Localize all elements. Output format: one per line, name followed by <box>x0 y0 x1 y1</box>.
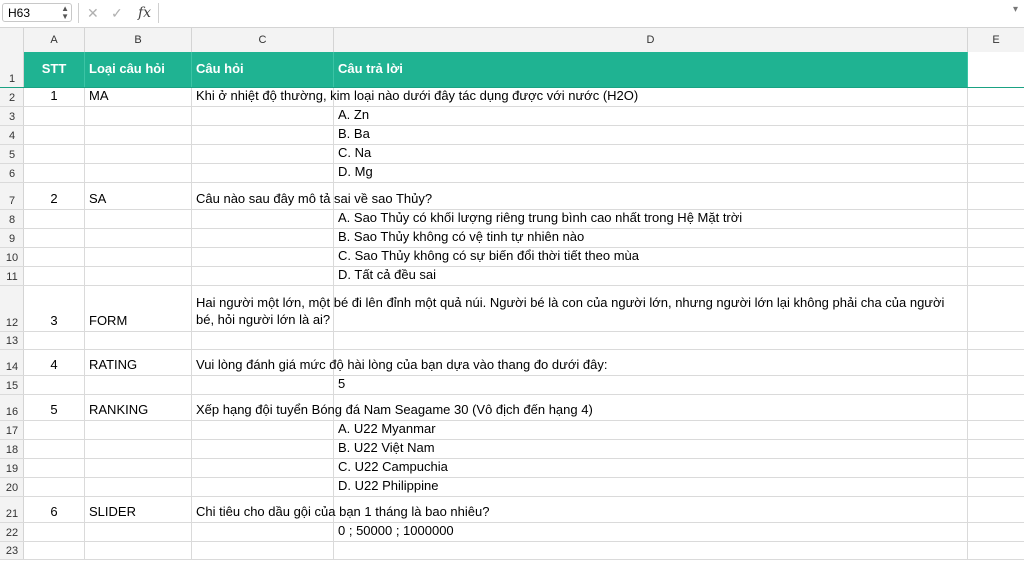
table-row <box>0 229 1024 248</box>
column-header-row <box>0 28 1024 53</box>
cell-E2[interactable] <box>968 88 1024 106</box>
row-number[interactable] <box>0 478 24 496</box>
cell-text: SLIDER <box>89 504 136 519</box>
table-row <box>0 395 1024 421</box>
column-header-c[interactable]: C <box>192 28 334 52</box>
cell-E12[interactable] <box>968 286 1024 331</box>
table-row <box>0 267 1024 286</box>
row-number-label: 21 <box>5 508 19 520</box>
table-row <box>0 542 1024 560</box>
cell-D17[interactable] <box>334 421 968 439</box>
cell-D6[interactable] <box>334 164 968 182</box>
cell-D15[interactable] <box>334 376 968 394</box>
cell-text: 4 <box>50 357 58 372</box>
cell-D13[interactable] <box>334 332 968 349</box>
cell-C18[interactable] <box>192 440 334 458</box>
cell-C13[interactable] <box>192 332 334 349</box>
cell-B7[interactable] <box>85 183 192 209</box>
cell-E6[interactable] <box>968 164 1024 182</box>
cell-C5[interactable] <box>192 145 334 163</box>
cell-text: B. U22 Việt Nam <box>338 440 435 455</box>
cell-E18[interactable] <box>968 440 1024 458</box>
table-row <box>0 183 1024 210</box>
divider <box>158 3 159 23</box>
cell-C10[interactable] <box>192 248 334 266</box>
cell-E15[interactable] <box>968 376 1024 394</box>
cell-text: 1 <box>50 88 58 103</box>
cell-A15[interactable] <box>24 376 85 394</box>
cell-C9[interactable] <box>192 229 334 247</box>
cell-E4[interactable] <box>968 126 1024 144</box>
cell-C17[interactable] <box>192 421 334 439</box>
cell-B16[interactable] <box>85 395 192 420</box>
row-number-label: 5 <box>8 149 16 161</box>
cell-text: 0 ; 50000 ; 1000000 <box>338 523 454 538</box>
cell-A16[interactable] <box>24 395 85 420</box>
cell-D19[interactable] <box>334 459 968 477</box>
row-number[interactable] <box>0 459 24 477</box>
cell-E17[interactable] <box>968 421 1024 439</box>
divider <box>78 3 79 23</box>
cell-B1[interactable] <box>85 52 192 87</box>
cell-text: RATING <box>89 357 138 372</box>
cell-B6[interactable] <box>85 164 192 182</box>
cell-E21[interactable] <box>968 497 1024 522</box>
cell-C1[interactable] <box>192 52 334 87</box>
table-row <box>0 376 1024 395</box>
table-row <box>0 478 1024 497</box>
row-number-label: 3 <box>8 111 16 123</box>
table-row <box>0 126 1024 145</box>
cell-B21[interactable] <box>85 497 192 522</box>
cell-D1[interactable] <box>334 52 968 87</box>
row-number[interactable] <box>0 52 24 87</box>
row-number[interactable] <box>0 395 24 420</box>
cell-A12[interactable] <box>24 286 85 331</box>
cell-A9[interactable] <box>24 229 85 247</box>
cell-B23[interactable] <box>85 542 192 559</box>
cell-C3[interactable] <box>192 107 334 125</box>
cell-text: C. Sao Thủy không có sự biến đổi thời tiết theo mùa <box>338 248 639 263</box>
cell-A21[interactable] <box>24 497 85 522</box>
cell-C22[interactable] <box>192 523 334 541</box>
row-number[interactable] <box>0 497 24 522</box>
cell-D11[interactable] <box>334 267 968 285</box>
name-box-value: H63 <box>8 6 31 20</box>
row-number[interactable] <box>0 164 24 182</box>
cell-text: D. U22 Philippine <box>338 478 439 493</box>
cell-text: RANKING <box>89 402 149 417</box>
cell-D18[interactable] <box>334 440 968 458</box>
cell-B11[interactable] <box>85 267 192 285</box>
cell-text: STT <box>41 61 67 76</box>
cell-C8[interactable] <box>192 210 334 228</box>
cell-text: 5 <box>338 376 346 391</box>
cell-B5[interactable] <box>85 145 192 163</box>
row-number-label: 10 <box>5 252 19 264</box>
cell-A14[interactable] <box>24 350 85 375</box>
row-number-label: 13 <box>5 335 19 347</box>
cell-D8[interactable] <box>334 210 968 228</box>
cell-A10[interactable] <box>24 248 85 266</box>
cell-B3[interactable] <box>85 107 192 125</box>
cell-A17[interactable] <box>24 421 85 439</box>
cell-text: Loại câu hỏi <box>89 61 165 76</box>
row-number-label: 20 <box>5 482 19 494</box>
row-number[interactable] <box>0 210 24 228</box>
row-number-label: 4 <box>8 130 16 142</box>
cell-text: A. U22 Myanmar <box>338 421 436 436</box>
cell-C21[interactable] <box>192 497 490 522</box>
row-number-label: 19 <box>5 463 19 475</box>
cell-C12[interactable] <box>192 286 945 331</box>
cell-C7[interactable] <box>192 183 433 209</box>
cancel-icon[interactable]: ✕ <box>87 5 99 21</box>
cell-text: A. Sao Thủy có khối lượng riêng trung bình cao nhất trong Hệ Mặt trời <box>338 210 743 225</box>
table-row <box>0 107 1024 126</box>
row-number[interactable] <box>0 183 24 209</box>
cell-text: B. Ba <box>338 126 370 141</box>
row-number[interactable] <box>0 440 24 458</box>
cell-E8[interactable] <box>968 210 1024 228</box>
cell-text: MA <box>89 88 109 103</box>
cell-E10[interactable] <box>968 248 1024 266</box>
row-number[interactable] <box>0 229 24 247</box>
formula-input[interactable] <box>162 3 1006 25</box>
cell-E7[interactable] <box>968 183 1024 209</box>
cell-A2[interactable] <box>24 88 85 106</box>
cell-text: Câu nào sau đây mô tả sai về sao Thủy? <box>196 191 433 206</box>
row-number[interactable] <box>0 421 24 439</box>
table-row <box>0 459 1024 478</box>
column-header-b[interactable]: B <box>85 28 192 52</box>
cell-C6[interactable] <box>192 164 334 182</box>
row-number[interactable] <box>0 376 24 394</box>
cell-D23[interactable] <box>334 542 968 559</box>
cell-text: C. Na <box>338 145 372 160</box>
row-number-label: 14 <box>5 361 19 373</box>
confirm-icon[interactable]: ✓ <box>111 5 123 21</box>
cell-E3[interactable] <box>968 107 1024 125</box>
cell-E16[interactable] <box>968 395 1024 420</box>
row-number-label: 18 <box>5 444 19 456</box>
row-number[interactable] <box>0 145 24 163</box>
table-row <box>0 248 1024 267</box>
cell-text: 5 <box>50 402 58 417</box>
cell-A11[interactable] <box>24 267 85 285</box>
row-number-label: 23 <box>5 545 19 557</box>
cell-text: SA <box>89 191 107 206</box>
row-number-label: 22 <box>5 527 19 539</box>
cell-E23[interactable] <box>968 542 1024 559</box>
cell-B22[interactable] <box>85 523 192 541</box>
cell-text: Câu trả lời <box>338 61 403 76</box>
formula-bar <box>0 0 1024 28</box>
cell-C4[interactable] <box>192 126 334 144</box>
table-row <box>0 421 1024 440</box>
cell-D4[interactable] <box>334 126 968 144</box>
row-number[interactable] <box>0 523 24 541</box>
cell-text: D. Tất cả đều sai <box>338 267 437 282</box>
table-row <box>0 164 1024 183</box>
cell-C19[interactable] <box>192 459 334 477</box>
cell-D10[interactable] <box>334 248 968 266</box>
cell-D22[interactable] <box>334 523 968 541</box>
row-number[interactable] <box>0 107 24 125</box>
cell-D5[interactable] <box>334 145 968 163</box>
cell-A8[interactable] <box>24 210 85 228</box>
cell-A3[interactable] <box>24 107 85 125</box>
cell-text: Câu hỏi <box>196 61 244 76</box>
cell-B8[interactable] <box>85 210 192 228</box>
table-row <box>0 497 1024 523</box>
table-row <box>0 210 1024 229</box>
row-number-label: 8 <box>8 214 16 226</box>
row-number-label: 12 <box>5 317 19 329</box>
cell-text: Xếp hạng đội tuyển Bóng đá Nam Seagame 30 (Vô địch đến hạng 4) <box>196 402 593 417</box>
cell-A13[interactable] <box>24 332 85 349</box>
cell-C20[interactable] <box>192 478 334 496</box>
cell-D9[interactable] <box>334 229 968 247</box>
table-row <box>0 145 1024 164</box>
cell-E13[interactable] <box>968 332 1024 349</box>
cell-text: D. Mg <box>338 164 373 179</box>
table-row <box>0 332 1024 350</box>
cell-E9[interactable] <box>968 229 1024 247</box>
table-row <box>0 523 1024 542</box>
cell-B12[interactable] <box>85 286 192 331</box>
row-number-label: 11 <box>6 271 18 283</box>
cell-E22[interactable] <box>968 523 1024 541</box>
row-number[interactable] <box>0 126 24 144</box>
row-number-label: 1 <box>8 73 16 85</box>
cell-B2[interactable] <box>85 88 192 106</box>
cell-text: A. Zn <box>338 107 370 122</box>
row-number-label: 17 <box>5 425 19 437</box>
cell-C15[interactable] <box>192 376 334 394</box>
cell-text: Hai người một lớn, một bé đi lên đỉnh một quả núi. Người bé là con của người lớn, nhưng người lớn lại không phải cha của người bé, hỏi người lớn là ai? <box>196 295 945 327</box>
cell-A4[interactable] <box>24 126 85 144</box>
cell-A19[interactable] <box>24 459 85 477</box>
function-icon[interactable]: fx <box>138 5 152 21</box>
cell-B17[interactable] <box>85 421 192 439</box>
cell-A23[interactable] <box>24 542 85 559</box>
cell-E14[interactable] <box>968 350 1024 375</box>
row-number-label: 9 <box>8 233 16 245</box>
cell-E20[interactable] <box>968 478 1024 496</box>
cell-A7[interactable] <box>24 183 85 209</box>
row-number-label: 15 <box>5 380 19 392</box>
row-number-label: 7 <box>8 195 16 207</box>
cell-B4[interactable] <box>85 126 192 144</box>
cell-text: 6 <box>50 504 58 519</box>
column-header-e[interactable]: E <box>992 34 1000 46</box>
cell-E1[interactable] <box>968 52 1024 87</box>
cell-text: FORM <box>89 313 128 328</box>
cell-C14[interactable] <box>192 350 608 375</box>
column-header-a[interactable]: A <box>24 28 85 52</box>
cell-E11[interactable] <box>968 267 1024 285</box>
cell-C23[interactable] <box>192 542 334 559</box>
name-box-spinner-icon[interactable]: ▲ ▼ <box>61 4 69 21</box>
header-row <box>0 52 1024 88</box>
cell-B18[interactable] <box>85 440 192 458</box>
row-number[interactable] <box>0 88 24 106</box>
row-number-label: 6 <box>8 168 16 180</box>
row-number[interactable] <box>0 267 24 285</box>
row-number-label: 16 <box>5 406 19 418</box>
cell-text: Chi tiêu cho dầu gội của bạn 1 tháng là bao nhiêu? <box>196 504 490 519</box>
cell-B19[interactable] <box>85 459 192 477</box>
cell-E19[interactable] <box>968 459 1024 477</box>
cell-text: C. U22 Campuchia <box>338 459 448 474</box>
cell-C16[interactable] <box>192 395 593 420</box>
row-number[interactable] <box>0 350 24 375</box>
cell-text: Vui lòng đánh giá mức độ hài lòng của bạn dựa vào thang đo dưới đây: <box>196 357 608 372</box>
cell-text: 3 <box>50 313 58 328</box>
cell-B13[interactable] <box>85 332 192 349</box>
cell-A6[interactable] <box>24 164 85 182</box>
cell-D3[interactable] <box>334 107 968 125</box>
cell-text: 2 <box>50 191 58 206</box>
cell-C2[interactable] <box>192 88 639 106</box>
row-number[interactable] <box>0 542 24 559</box>
cell-B20[interactable] <box>85 478 192 496</box>
table-row <box>0 350 1024 376</box>
select-all-corner[interactable] <box>0 28 24 52</box>
name-box[interactable] <box>2 3 72 22</box>
row-number-label: 2 <box>8 92 16 104</box>
row-number[interactable] <box>0 286 24 331</box>
row-number[interactable] <box>0 248 24 266</box>
cell-B10[interactable] <box>85 248 192 266</box>
cell-C11[interactable] <box>192 267 334 285</box>
table-row <box>0 88 1024 107</box>
cell-E5[interactable] <box>968 145 1024 163</box>
cell-A5[interactable] <box>24 145 85 163</box>
cell-B15[interactable] <box>85 376 192 394</box>
table-row <box>0 286 1024 332</box>
cell-text: Khi ở nhiệt độ thường, kim loại nào dưới đây tác dụng được với nước (H2O) <box>196 88 639 103</box>
cell-D20[interactable] <box>334 478 968 496</box>
cell-A1[interactable] <box>24 52 85 87</box>
cell-B9[interactable] <box>85 229 192 247</box>
cell-B14[interactable] <box>85 350 192 375</box>
cell-A20[interactable] <box>24 478 85 496</box>
cell-A18[interactable] <box>24 440 85 458</box>
table-row <box>0 440 1024 459</box>
row-number[interactable] <box>0 332 24 349</box>
chevron-down-icon[interactable]: ▾ <box>1012 4 1018 15</box>
column-header-d[interactable]: D <box>334 28 968 52</box>
cell-A22[interactable] <box>24 523 85 541</box>
cell-text: B. Sao Thủy không có vệ tinh tự nhiên nào <box>338 229 585 244</box>
